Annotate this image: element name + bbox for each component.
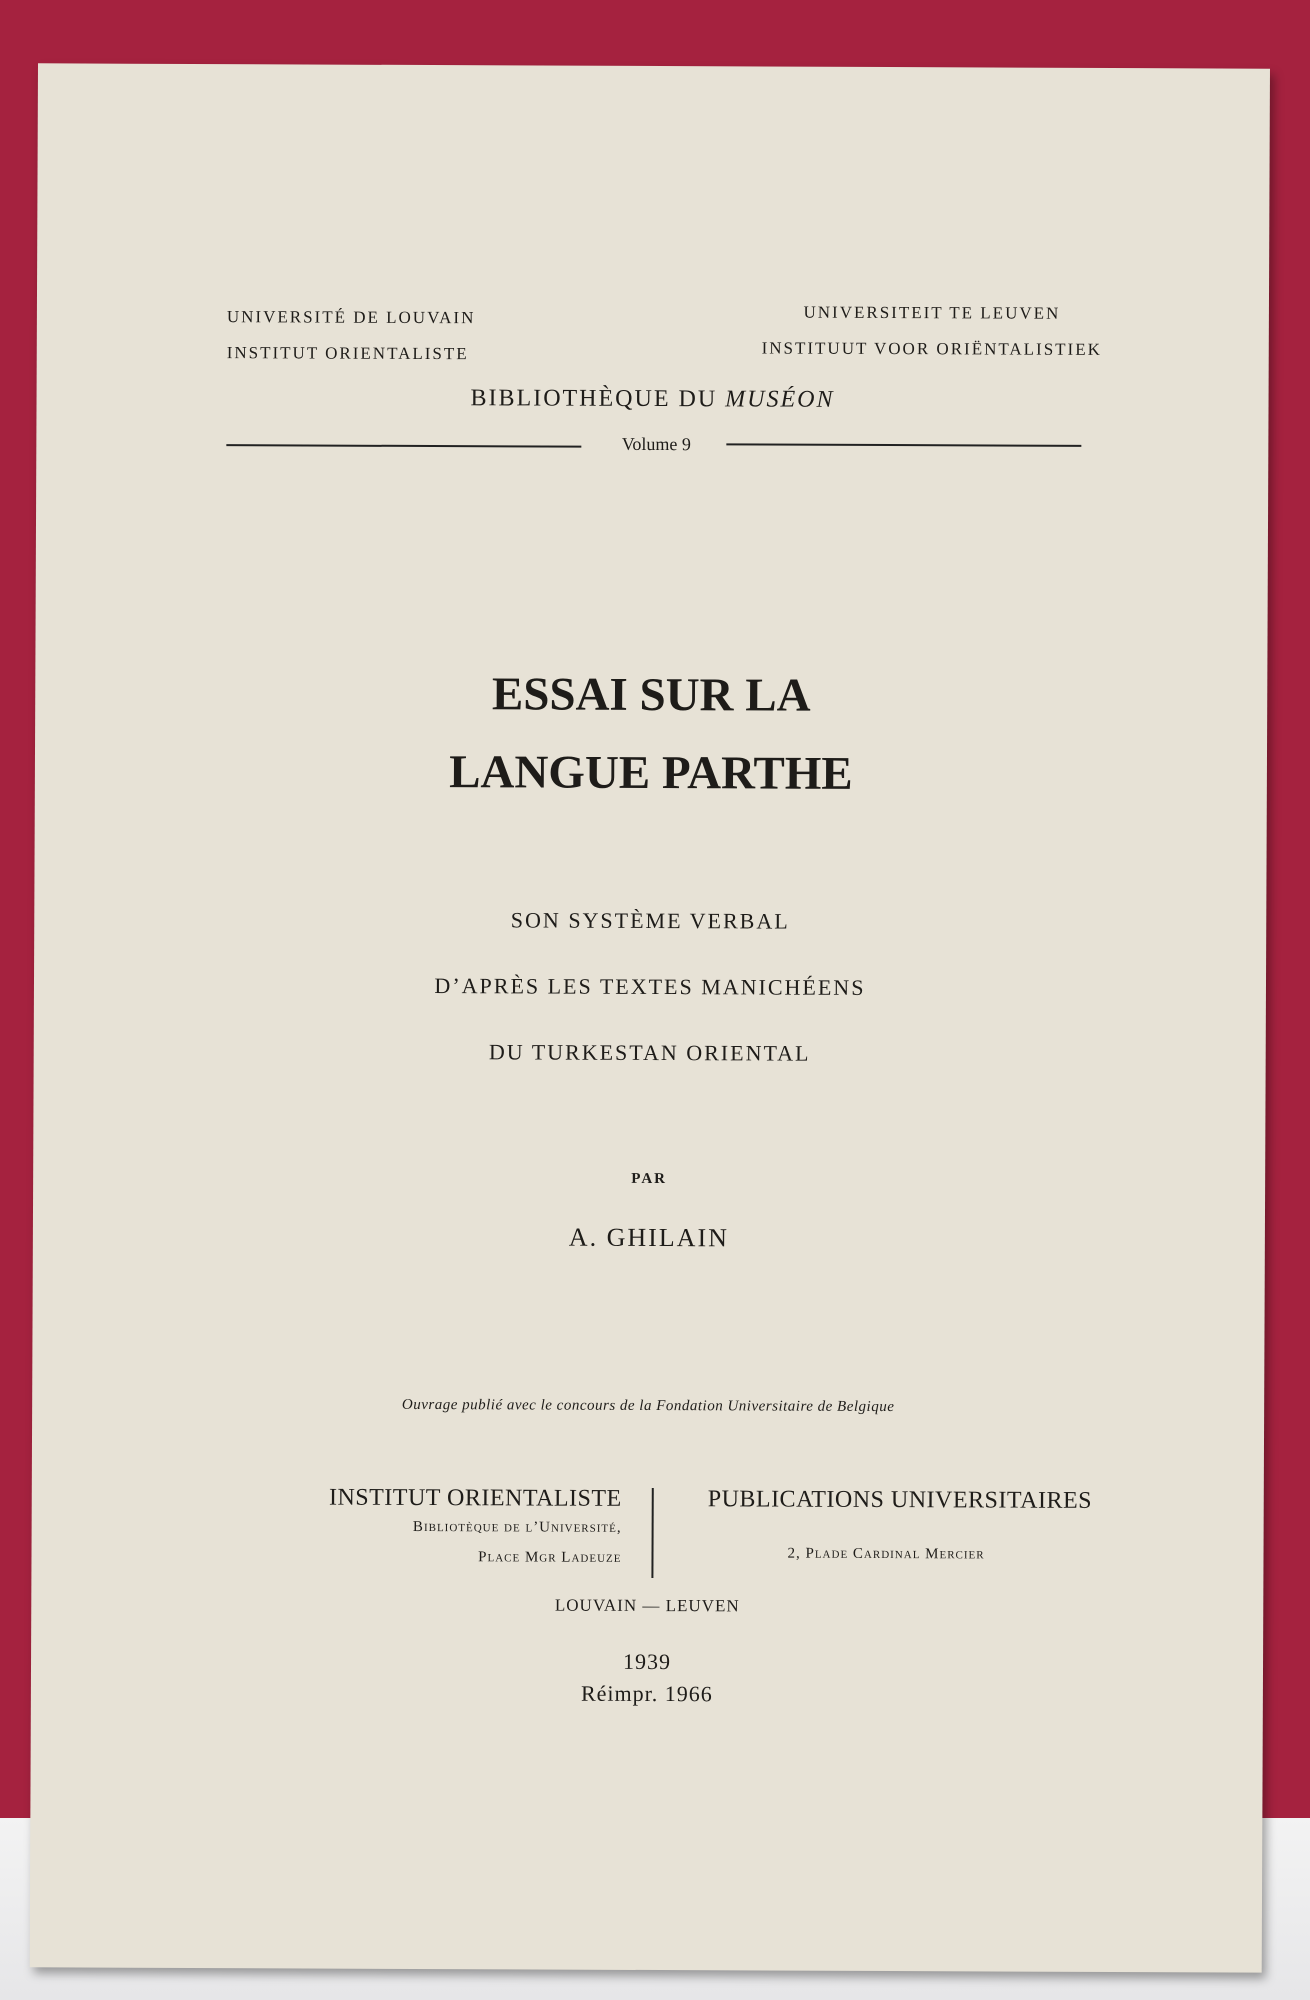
volume-number: Volume 9	[621, 433, 691, 455]
publication-city: LOUVAIN — LEUVEN	[554, 1595, 740, 1616]
book-title	[35, 653, 1268, 814]
publisher-left	[231, 1484, 691, 1573]
header-left-line1: UNIVERSITÉ DE LOUVAIN	[226, 307, 476, 328]
book-cover	[30, 63, 1270, 1972]
header-right	[732, 294, 1132, 368]
subtitle-line2: D’APRÈS LES TEXTES MANICHÉENS	[434, 973, 866, 1000]
year-reprint: Réimpr. 1966	[580, 1680, 713, 1707]
publisher-divider	[651, 1488, 653, 1578]
publisher-right	[707, 1486, 1147, 1570]
divider-left	[226, 444, 581, 448]
subtitle-line1: SON SYSTÈME VERBAL	[510, 907, 790, 934]
title-line2: LANGUE PARTHE	[449, 746, 853, 800]
publication-year	[31, 1643, 1263, 1712]
publisher-left-line2: Place Mgr Ladeuze	[478, 1549, 622, 1566]
divider-right	[726, 443, 1081, 447]
subtitle-line3: DU TURKESTAN ORIENTAL	[488, 1039, 811, 1066]
publisher-left-line1: Bibliotèque de l’Université,	[412, 1518, 622, 1536]
publication-note: Ouvrage publié avec le concours de la Fondation Universitaire de Belgique	[401, 1396, 895, 1416]
header-left-line2: INSTITUT ORIENTALISTE	[226, 343, 469, 364]
series-title	[36, 383, 1268, 415]
title-line1: ESSAI SUR LA	[491, 668, 811, 722]
byline-par: PAR	[631, 1170, 668, 1188]
book-subtitle	[34, 885, 1267, 1088]
header-left	[227, 299, 476, 372]
publisher-left-name: INSTITUT ORIENTALISTE	[328, 1484, 622, 1512]
author-name: A. GHILAIN	[568, 1222, 729, 1253]
series-name: MUSÉON	[725, 386, 835, 413]
publisher-right-line1: 2, Plade Cardinal Mercier	[787, 1545, 985, 1563]
publisher-right-name: PUBLICATIONS UNIVERSITAIRES	[707, 1486, 1093, 1514]
header-right-line1: UNIVERSITEIT TE LEUVEN	[803, 302, 1061, 323]
year-original: 1939	[622, 1648, 672, 1675]
series-prefix: BIBLIOTHÈQUE DU	[470, 385, 718, 413]
header-right-line2: INSTITUUT VOOR ORIËNTALISTIEK	[761, 338, 1102, 359]
